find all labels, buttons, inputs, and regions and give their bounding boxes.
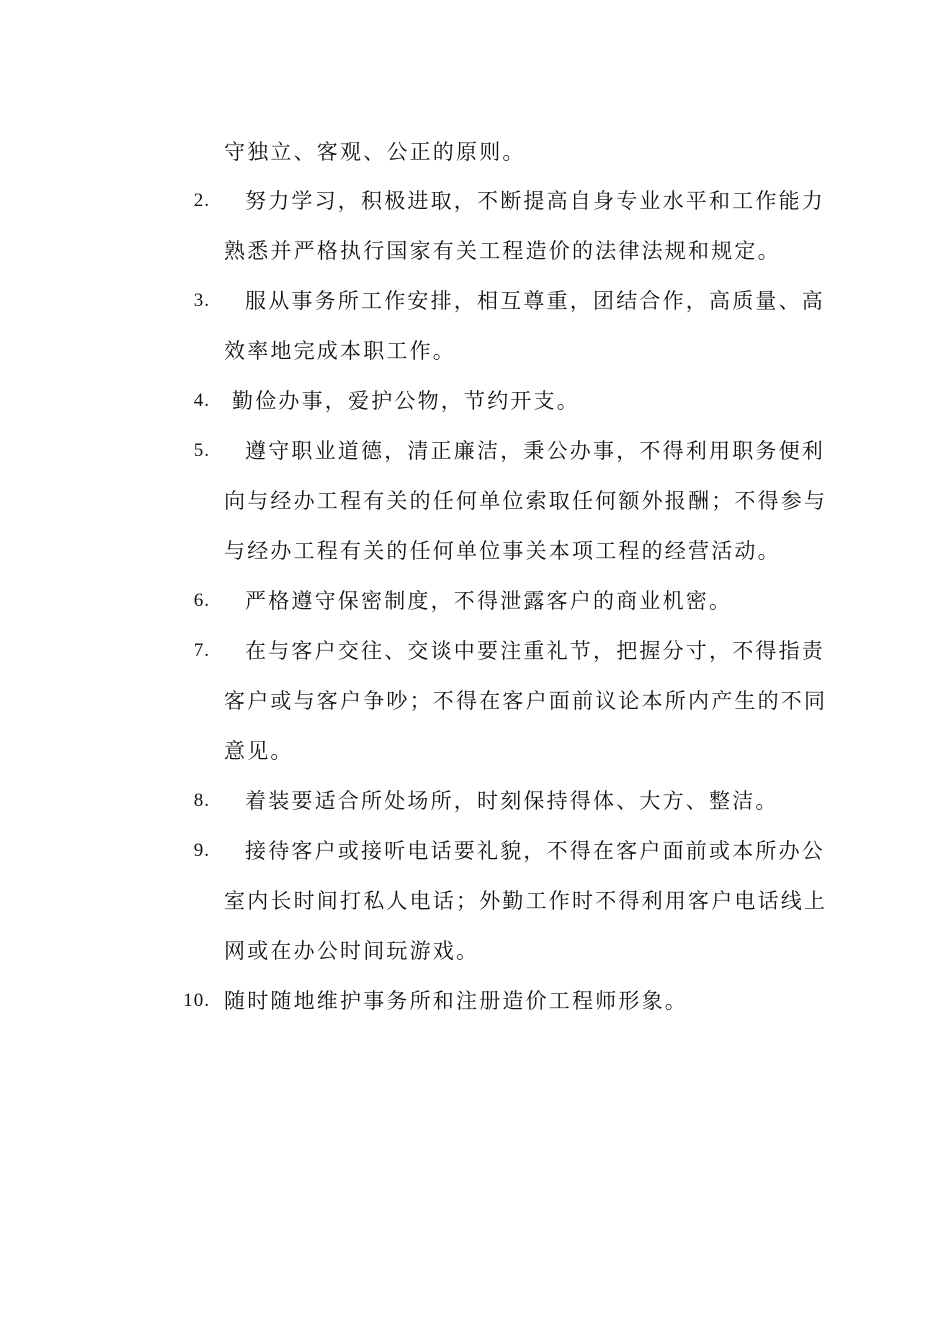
item-10-number: 10. [183,990,210,1011]
item-6-line-1: 严格遵守保密制度，不得泄露客户的商业机密。 [245,589,733,613]
item-3-line-1: 服从事务所工作安排，相互尊重，团结合作，高质量、高 [245,289,825,313]
item-2-line-1: 努力学习，积极进取，不断提高自身专业水平和工作能力 [245,189,825,213]
item-7-number: 7. [193,640,210,661]
item-3-line-2: 效率地完成本职工作。 [224,339,456,363]
item-4-line-1: 勤俭办事，爱护公物，节约开支。 [232,389,580,413]
item-1-line-1: 守独立、客观、公正的原则。 [224,140,526,164]
item-6-number: 6. [193,590,210,611]
item-5-line-3: 与经办工程有关的任何单位事关本项工程的经营活动。 [224,539,781,563]
item-8-number: 8. [193,790,210,811]
item-9-line-1: 接待客户或接听电话要礼貌，不得在客户面前或本所办公 [245,839,825,863]
item-10-line-1: 随时随地维护事务所和注册造价工程师形象。 [224,989,688,1013]
item-9-line-2: 室内长时间打私人电话；外勤工作时不得利用客户电话线上 [224,889,828,913]
item-5-line-2: 向与经办工程有关的任何单位索取任何额外报酬；不得参与 [224,489,828,513]
item-9-line-3: 网或在办公时间玩游戏。 [224,939,480,963]
item-3-number: 3. [193,290,210,311]
item-7-line-2: 客户或与客户争吵；不得在客户面前议论本所内产生的不同 [224,689,828,713]
item-2-number: 2. [193,190,210,211]
item-5-line-1: 遵守职业道德，清正廉洁，秉公办事，不得利用职务便利 [245,439,825,463]
item-2-line-2: 熟悉并严格执行国家有关工程造价的法律法规和规定。 [224,239,781,263]
item-4-number: 4. [193,390,210,411]
item-7-line-3: 意见。 [224,739,294,763]
item-7-line-1: 在与客户交往、交谈中要注重礼节，把握分寸，不得指责 [245,639,825,663]
item-9-number: 9. [193,840,210,861]
item-8-line-1: 着装要适合所处场所，时刻保持得体、大方、整洁。 [245,789,779,813]
item-5-number: 5. [193,440,210,461]
